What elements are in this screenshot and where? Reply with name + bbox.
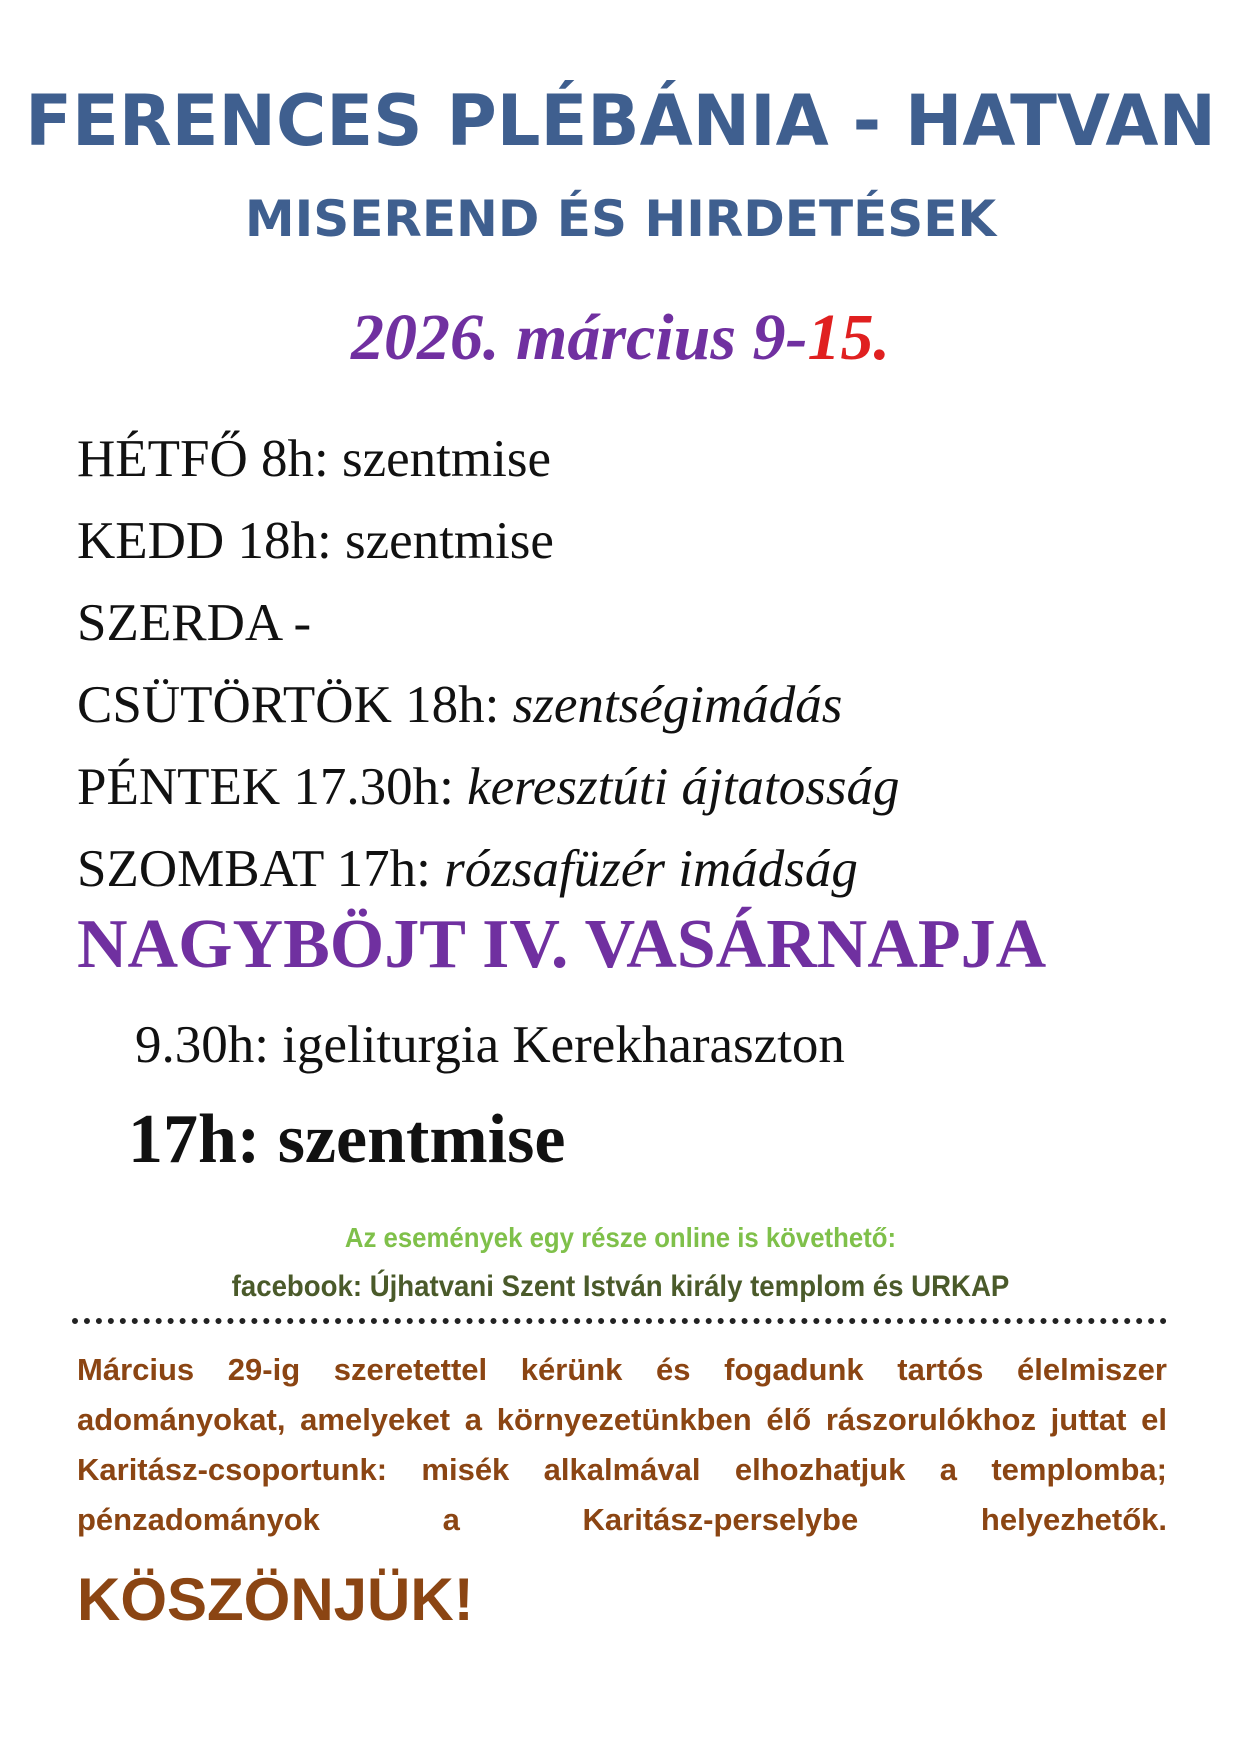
- schedule-activity: szentségimádás: [512, 676, 843, 734]
- week-date: [0, 300, 1241, 376]
- donation-text: Március 29-ig szeretettel kérünk és fogadunk tartós élelmiszer adományokat, amelyeket a környezetünkben élő rászorulókhoz juttat el Karitász-csoportunk: misék alkalmával elhozhatjuk a templomba; pénzadományok a Karitász-perselybe helyezhetők.: [77, 1352, 1167, 1537]
- schedule-item-wednesday: [77, 582, 1197, 664]
- schedule-day-time: SZOMBAT 17h:: [77, 840, 445, 898]
- schedule-item-saturday: [77, 828, 1197, 910]
- sunday-mass: 17h: szentmise: [128, 1101, 566, 1178]
- page-subtitle: MISEREND ÉS HIRDETÉSEK: [244, 190, 997, 248]
- sunday-liturgy: 9.30h: igeliturgia Kerekharaszton: [135, 1016, 845, 1074]
- dotted-divider: [72, 1318, 1167, 1324]
- schedule-item-thursday: [77, 664, 1197, 746]
- schedule-activity: szentmise: [342, 430, 551, 488]
- date-end: 15.: [807, 301, 891, 374]
- schedule-item-monday: [77, 418, 1197, 500]
- date-main: 2026. március 9-: [350, 301, 808, 374]
- schedule-item-friday: [77, 746, 1197, 828]
- thanks-text: KÖSZÖNJÜK!: [77, 1566, 474, 1633]
- sunday-title: NAGYBÖJT IV. VASÁRNAPJA: [77, 906, 1047, 983]
- schedule-activity: keresztúti ájtatosság: [467, 758, 900, 816]
- parish-title: FERENCES PLÉBÁNIA - HATVAN: [25, 80, 1216, 162]
- facebook-note: facebook: Újhatvani Szent István király templom és URKAP: [231, 1270, 1010, 1303]
- schedule-day-time: HÉTFŐ 8h:: [77, 430, 342, 488]
- schedule-day-time: PÉNTEK 17.30h:: [77, 758, 468, 816]
- schedule-day-time: KEDD 18h:: [77, 512, 345, 570]
- schedule-item-tuesday: [77, 500, 1197, 582]
- schedule-day-time: SZERDA -: [77, 594, 312, 652]
- schedule-activity: rózsafüzér imádság: [444, 840, 858, 898]
- online-note: Az események egy része online is követhető:: [344, 1222, 897, 1253]
- schedule-day-time: CSÜTÖRTÖK 18h:: [77, 676, 513, 734]
- schedule-activity: szentmise: [344, 512, 554, 570]
- weekly-schedule: [77, 418, 1197, 910]
